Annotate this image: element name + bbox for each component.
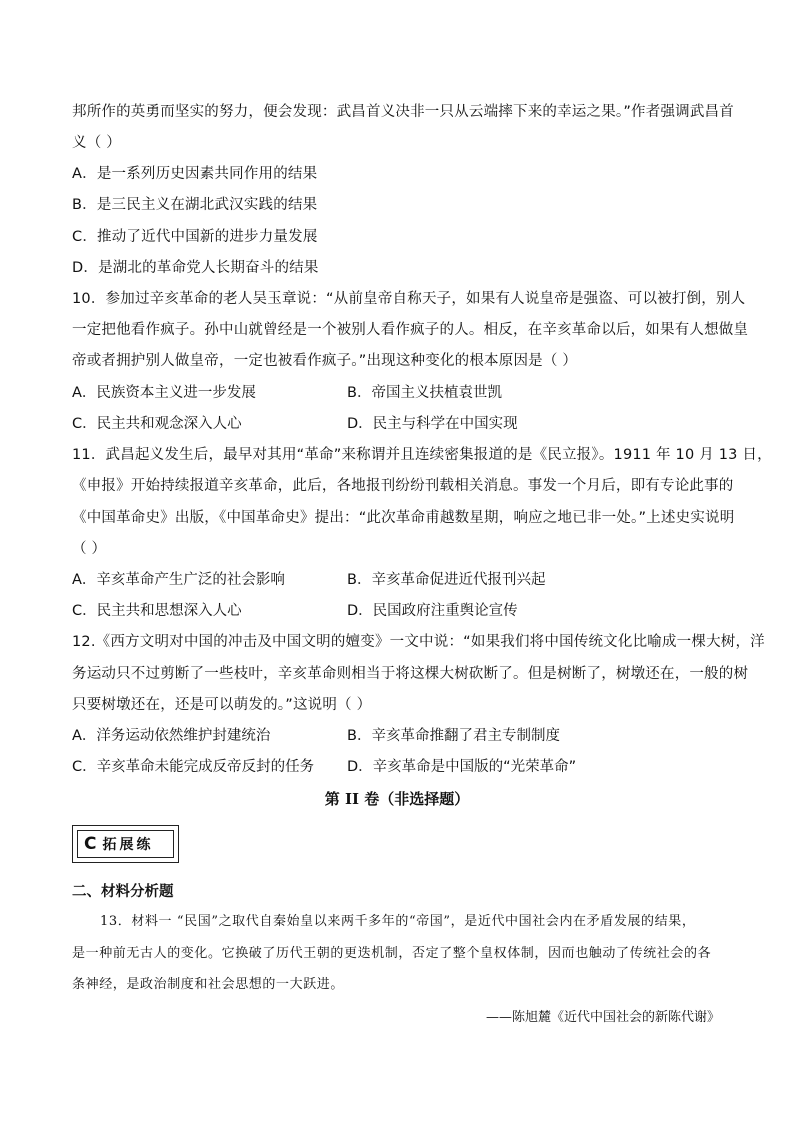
q11-line-2: 《申报》开始持续报道辛亥革命，此后，各地报刊纷纷刊载相关消息。事发一个月后，即有专论此事的	[72, 478, 734, 494]
q13-source: ——陈旭麓《近代中国社会的新陈代谢》	[485, 1010, 720, 1025]
q10-option-a: A．民族资本主义进一步发展	[72, 385, 256, 401]
q12-option-c: C．辛亥革命未能完成反帝反封的任务	[72, 759, 315, 775]
q13-line-1: 13．材料一 “民国”之取代自秦始皇以来两千多年的“帝国”，是近代中国社会内在矛盾发展的结果，	[100, 914, 696, 929]
q11-option-d: D．民国政府注重舆论宣传	[347, 603, 518, 619]
q10-option-d: D．民主与科学在中国实现	[347, 416, 518, 432]
q12-line-2: 务运动只不过剪断了一些枝叶，辛亥革命则相当于将这棵大树砍断了。但是树断了，树墩还在，一般的树	[72, 666, 749, 682]
q11-line-4: （ ）	[72, 541, 107, 557]
q9-line-2: 义（ ）	[72, 135, 121, 151]
q9-line-1: 邦所作的英勇而坚实的努力，便会发现：武昌首义决非一只从云端摔下来的幸运之果。”作者强调武昌首	[72, 104, 734, 120]
q11-option-b: B．辛亥革命促进近代报刊兴起	[347, 572, 546, 588]
q10-line-2: 一定把他看作疯子。孙中山就曾经是一个被别人看作疯子的人。相反，在辛亥革命以后，如果有人想做皇	[72, 322, 749, 338]
q12-option-b: B．辛亥革命推翻了君主专制制度	[347, 728, 560, 744]
q11-option-a: A．辛亥革命产生广泛的社会影响	[72, 572, 285, 588]
q13-line-2: 是一种前无古人的变化。它换破了历代王朝的更迭机制，否定了整个皇权体制，因而也触动了传统社会的各	[72, 946, 712, 961]
section-badge	[72, 825, 179, 863]
section-title: 第 II 卷（非选择题）	[324, 790, 470, 808]
q12-option-d: D．辛亥革命是中国版的“光荣革命”	[347, 759, 577, 775]
q9-option-a: A．是一系列历史因素共同作用的结果	[72, 166, 318, 182]
q12-option-a: A．洋务运动依然维护封建统治	[72, 728, 271, 744]
badge-letter: C	[84, 834, 97, 854]
q9-option-c: C．推动了近代中国新的进步力量发展	[72, 229, 318, 245]
q9-option-d: D．是湖北的革命党人长期奋斗的结果	[72, 260, 319, 276]
q12-line-3: 只要树墩还在，还是可以萌发的。”这说明（ ）	[72, 697, 372, 713]
q12-line-1: 12.《西方文明对中国的冲击及中国文明的嬗变》一文中说：“如果我们将中国传统文化比喻成一棵大树，洋	[72, 634, 765, 650]
q11-line-1: 11．武昌起义发生后，最早对其用“革命”来称谓并且连续密集报道的是《民立报》。1911 年 10 月 13 日，	[72, 447, 772, 463]
q10-option-c: C．民主共和观念深入人心	[72, 416, 242, 432]
q9-option-b: B．是三民主义在湖北武汉实践的结果	[72, 197, 318, 213]
material-analysis-heading: 二、材料分析题	[72, 884, 174, 900]
q10-line-3: 帝或者拥护别人做皇帝，一定也被看作疯子。”出现这种变化的根本原因是（ ）	[72, 353, 578, 369]
q13-line-3: 条神经，是政治制度和社会思想的一大跃进。	[72, 977, 345, 992]
q10-line-1: 10．参加过辛亥革命的老人吴玉章说：“从前皇帝自称天子，如果有人说皇帝是强盗、可以被打倒，别人	[72, 291, 746, 307]
q10-option-b: B．帝国主义扶植袁世凯	[347, 385, 502, 401]
section-badge-inner	[77, 830, 174, 858]
badge-text: 拓展练	[102, 837, 154, 853]
q11-option-c: C．民主共和思想深入人心	[72, 603, 242, 619]
q11-line-3: 《中国革命史》出版，《中国革命史》提出：“此次革命甫越数星期，响应之地已非一处。”上述史实说明	[72, 510, 735, 526]
